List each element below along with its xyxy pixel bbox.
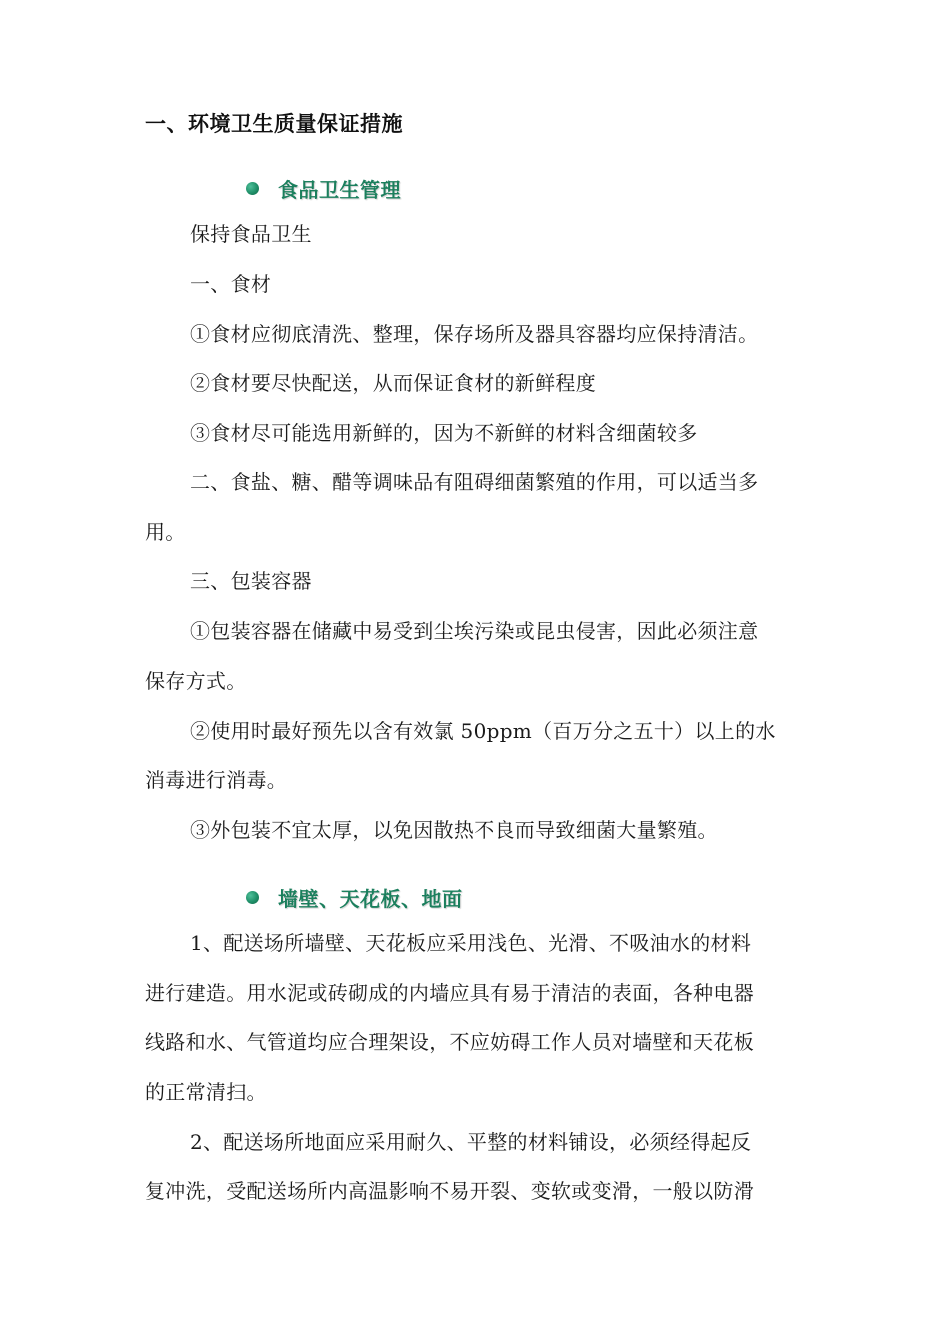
paragraph-line: 三、包装容器: [190, 569, 312, 593]
paragraph-line: ①食材应彻底清洗、整理，保存场所及器具容器均应保持清洁。: [190, 322, 759, 346]
paragraph-line: 二、食盐、糖、醋等调味品有阻碍细菌繁殖的作用，可以适当多: [190, 470, 759, 494]
section-heading-walls-ceiling-floor: [246, 883, 463, 912]
paragraph-line: 保持食品卫生: [190, 222, 312, 246]
paragraph-line: 线路和水、气管道均应合理架设，不应妨碍工作人员对墙壁和天花板: [145, 1030, 754, 1054]
section-heading-label: 食品卫生管理: [278, 178, 401, 202]
paragraph-line: 用。: [145, 520, 186, 544]
paragraph-line: 消毒进行消毒。: [145, 768, 288, 792]
paragraph-line: 复冲洗，受配送场所内高温影响不易开裂、变软或变滑，一般以防滑: [145, 1179, 754, 1203]
paragraph-line: 的正常清扫。: [145, 1080, 267, 1104]
section-heading-label: 墙壁、天花板、地面: [278, 887, 463, 911]
paragraph-line: 1、配送场所墙壁、天花板应采用浅色、光滑、不吸油水的材料: [190, 931, 752, 955]
paragraph-line: ③食材尽可能选用新鲜的，因为不新鲜的材料含细菌较多: [190, 421, 698, 445]
paragraph-line: ②食材要尽快配送，从而保证食材的新鲜程度: [190, 371, 596, 395]
paragraph-line: ②使用时最好预先以含有效氯 50ppm（百万分之五十）以上的水: [190, 719, 776, 743]
section-heading-food-hygiene: [246, 174, 401, 203]
document-title: 一、环境卫生质量保证措施: [145, 112, 403, 136]
paragraph-line: 2、配送场所地面应采用耐久、平整的材料铺设，必须经得起反: [190, 1130, 752, 1154]
paragraph-line: 进行建造。用水泥或砖砌成的内墙应具有易于清洁的表面，各种电器: [145, 981, 754, 1005]
paragraph-line: 一、食材: [190, 272, 272, 296]
paragraph-line: ①包装容器在储藏中易受到尘埃污染或昆虫侵害，因此必须注意: [190, 619, 759, 643]
green-bullet-icon: [246, 891, 259, 904]
paragraph-line: 保存方式。: [145, 669, 247, 693]
paragraph-line: ③外包装不宜太厚，以免因散热不良而导致细菌大量繁殖。: [190, 818, 718, 842]
green-bullet-icon: [246, 182, 259, 195]
